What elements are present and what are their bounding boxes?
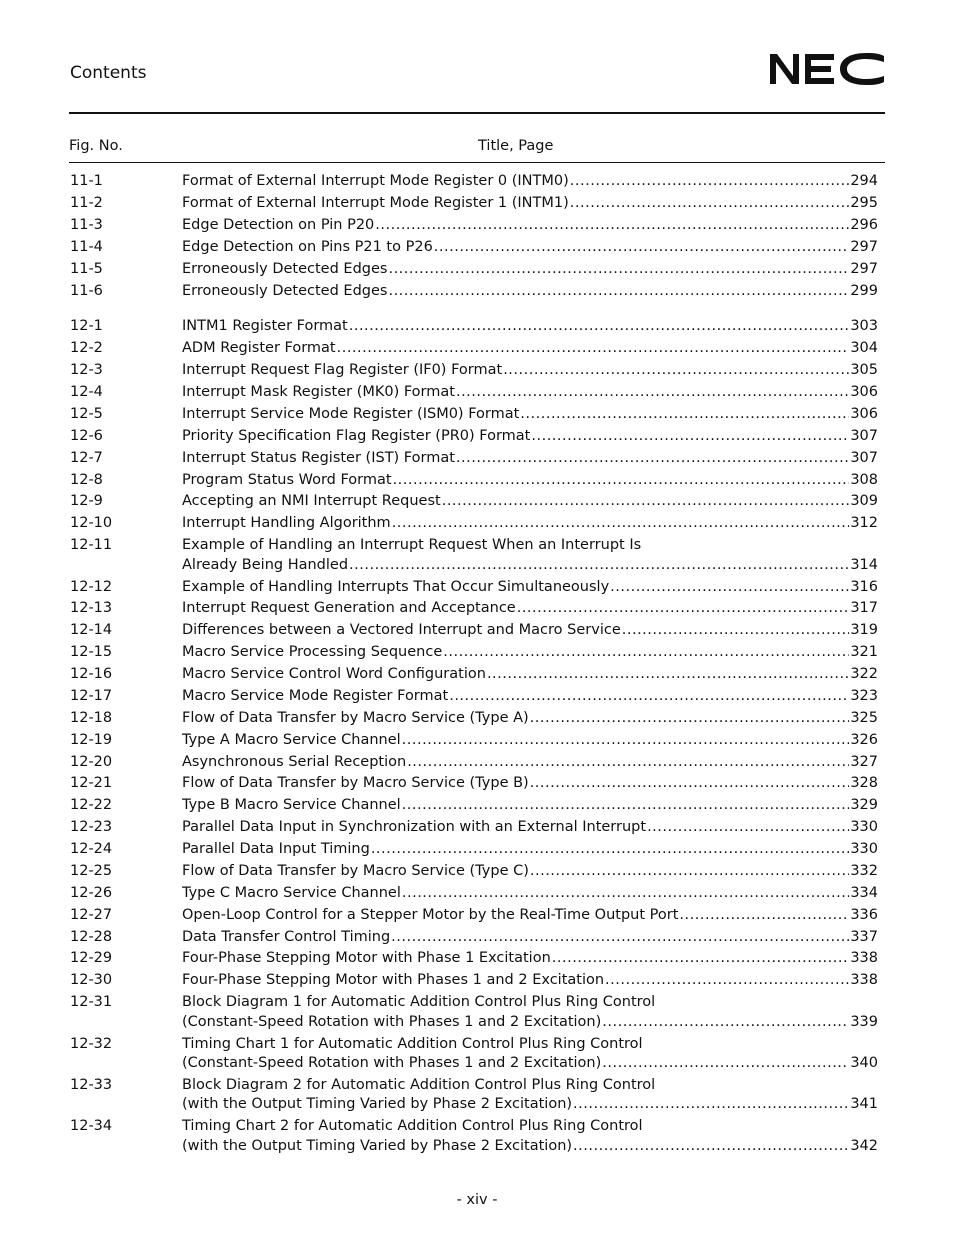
toc-entry[interactable] bbox=[70, 259, 878, 281]
dot-leader bbox=[679, 906, 849, 926]
figure-title-block bbox=[182, 578, 878, 598]
page-ref: 312 bbox=[850, 515, 878, 532]
dot-leader bbox=[449, 687, 849, 707]
figure-title-line bbox=[182, 405, 878, 425]
page-ref: 297 bbox=[850, 260, 878, 277]
figure-title-block bbox=[182, 709, 878, 729]
figure-title-line bbox=[182, 840, 878, 860]
figure-title: Open-Loop Control for a Stepper Motor by the Real-Time Output Port bbox=[182, 906, 679, 923]
dot-leader bbox=[407, 753, 849, 773]
toc-entry[interactable] bbox=[70, 708, 878, 730]
figure-title-block bbox=[182, 884, 878, 904]
figure-title-line bbox=[182, 514, 878, 534]
figure-number: 12-25 bbox=[70, 862, 113, 879]
figure-title-block bbox=[182, 172, 878, 192]
toc-entry[interactable] bbox=[70, 404, 878, 426]
figure-title-block bbox=[182, 906, 878, 926]
figure-title: Interrupt Status Register (IST) Format bbox=[182, 449, 455, 466]
toc-entry[interactable] bbox=[70, 215, 878, 237]
page-ref: 340 bbox=[850, 1055, 878, 1072]
page-ref: 322 bbox=[850, 666, 878, 683]
figure-title-block bbox=[182, 621, 878, 641]
header-rule bbox=[69, 112, 885, 114]
figure-title: Interrupt Handling Algorithm bbox=[182, 515, 391, 532]
figure-title: Interrupt Mask Register (MK0) Format bbox=[182, 384, 455, 401]
page-ref: 299 bbox=[850, 282, 878, 299]
page-ref: 306 bbox=[850, 405, 878, 422]
figure-title: (Constant-Speed Rotation with Phases 1 and 2 Excitation) bbox=[182, 1013, 602, 1030]
figure-title: Flow of Data Transfer by Macro Service (Type A) bbox=[182, 709, 529, 726]
figure-title-block bbox=[182, 1035, 878, 1074]
figure-title-line bbox=[182, 906, 878, 926]
toc-entry[interactable] bbox=[70, 751, 878, 773]
figure-title: Timing Chart 1 for Automatic Addition Control Plus Ring Control bbox=[182, 1035, 643, 1052]
figure-title-line bbox=[182, 449, 878, 469]
figure-title-line bbox=[182, 949, 878, 969]
figure-title-block bbox=[182, 840, 878, 860]
figure-title-line bbox=[182, 774, 878, 794]
toc-entry[interactable] bbox=[70, 1033, 878, 1074]
toc-entry[interactable] bbox=[70, 642, 878, 664]
figure-title-block bbox=[182, 471, 878, 491]
figure-title: Format of External Interrupt Mode Register 0 (INTM0) bbox=[182, 173, 569, 190]
figure-title: Four-Phase Stepping Motor with Phase 1 Excitation bbox=[182, 950, 551, 967]
figure-title-line bbox=[182, 665, 878, 685]
figure-number: 12-17 bbox=[70, 687, 113, 704]
figure-title: Differences between a Vectored Interrupt and Macro Service bbox=[182, 622, 621, 639]
toc-entry[interactable] bbox=[70, 664, 878, 686]
toc-entry[interactable] bbox=[70, 171, 878, 193]
figure-title: Erroneously Detected Edges bbox=[182, 282, 388, 299]
dot-leader bbox=[349, 317, 850, 337]
figure-title-line bbox=[182, 317, 878, 337]
figure-title-block bbox=[182, 383, 878, 403]
figure-number: 11-3 bbox=[70, 216, 103, 233]
figure-title: Example of Handling Interrupts That Occur Simultaneously bbox=[182, 578, 610, 595]
figure-title-block bbox=[182, 361, 878, 381]
figure-title-block bbox=[182, 818, 878, 838]
dot-leader bbox=[456, 383, 849, 403]
toc-entry[interactable] bbox=[70, 448, 878, 470]
column-header-fig-no: Fig. No. bbox=[69, 138, 123, 154]
dot-leader bbox=[602, 1054, 849, 1074]
toc-entry[interactable] bbox=[70, 338, 878, 360]
toc-entry[interactable] bbox=[70, 469, 878, 491]
figure-title-block bbox=[182, 774, 878, 794]
figure-number: 12-9 bbox=[70, 493, 103, 510]
figure-title-line bbox=[182, 928, 878, 948]
dot-leader bbox=[622, 621, 850, 641]
figure-title-line bbox=[182, 643, 878, 663]
dot-leader bbox=[434, 238, 850, 258]
figure-title: Timing Chart 2 for Automatic Addition Control Plus Ring Control bbox=[182, 1118, 643, 1135]
figure-number: 12-13 bbox=[70, 600, 113, 617]
figure-title-line bbox=[182, 599, 878, 619]
page-ref: 336 bbox=[850, 906, 878, 923]
figure-title-line bbox=[182, 731, 878, 751]
figure-title-block bbox=[182, 1117, 878, 1156]
page-ref: 319 bbox=[850, 622, 878, 639]
page-ref: 307 bbox=[850, 449, 878, 466]
figure-title: Macro Service Processing Sequence bbox=[182, 644, 443, 661]
figure-title-block bbox=[182, 971, 878, 991]
dot-leader bbox=[605, 971, 849, 991]
figure-number: 12-11 bbox=[70, 537, 113, 554]
page-ref: 342 bbox=[850, 1137, 878, 1154]
toc-entry[interactable] bbox=[70, 795, 878, 817]
figure-title-block bbox=[182, 599, 878, 619]
figure-title: (Constant-Speed Rotation with Phases 1 and 2 Excitation) bbox=[182, 1055, 602, 1072]
page-header-title: Contents bbox=[70, 63, 147, 83]
figure-number: 11-4 bbox=[70, 238, 103, 255]
page-ref: 326 bbox=[850, 731, 878, 748]
page-ref: 323 bbox=[850, 687, 878, 704]
dot-leader bbox=[530, 862, 849, 882]
figure-title-block bbox=[182, 949, 878, 969]
figure-number: 12-15 bbox=[70, 644, 113, 661]
figure-title-line bbox=[182, 621, 878, 641]
figure-number: 12-1 bbox=[70, 318, 103, 335]
figure-title: Type A Macro Service Channel bbox=[182, 731, 401, 748]
toc-entry[interactable] bbox=[70, 491, 878, 513]
figure-title-line bbox=[182, 427, 878, 447]
figure-title: Program Status Word Format bbox=[182, 471, 392, 488]
figure-number: 12-7 bbox=[70, 449, 103, 466]
dot-leader bbox=[570, 172, 850, 192]
figure-title-block bbox=[182, 282, 878, 302]
figure-title-line bbox=[182, 238, 878, 258]
figure-title-line bbox=[182, 884, 878, 904]
figure-number: 12-3 bbox=[70, 362, 103, 379]
toc-entry[interactable] bbox=[70, 193, 878, 215]
toc-entry[interactable] bbox=[70, 598, 878, 620]
toc-entry[interactable] bbox=[70, 316, 878, 338]
page-ref: 308 bbox=[850, 471, 878, 488]
figure-title: Already Being Handled bbox=[182, 556, 349, 573]
figure-number: 12-27 bbox=[70, 906, 113, 923]
toc-entry[interactable] bbox=[70, 861, 878, 883]
figure-number: 12-12 bbox=[70, 578, 113, 595]
figure-title-block bbox=[182, 753, 878, 773]
toc-entry[interactable] bbox=[70, 360, 878, 382]
dot-leader bbox=[602, 1013, 849, 1033]
toc-entry[interactable] bbox=[70, 773, 878, 795]
toc-entry[interactable] bbox=[70, 426, 878, 448]
page-ref: 329 bbox=[850, 797, 878, 814]
figure-number: 12-32 bbox=[70, 1035, 113, 1052]
figure-title: Data Transfer Control Timing bbox=[182, 928, 391, 945]
toc-entry[interactable] bbox=[70, 576, 878, 598]
figure-number: 11-2 bbox=[70, 195, 103, 212]
toc-entry[interactable] bbox=[70, 686, 878, 708]
figure-title: Interrupt Request Flag Register (IF0) Format bbox=[182, 362, 503, 379]
figure-title: Accepting an NMI Interrupt Request bbox=[182, 493, 441, 510]
page-ref: 327 bbox=[850, 753, 878, 770]
page-ref: 306 bbox=[850, 384, 878, 401]
figure-number: 12-18 bbox=[70, 709, 113, 726]
figure-title-block bbox=[182, 492, 878, 512]
figure-number: 12-8 bbox=[70, 471, 103, 488]
figure-title: Macro Service Control Word Configuration bbox=[182, 666, 486, 683]
toc-entry[interactable] bbox=[70, 883, 878, 905]
figure-title-line bbox=[182, 492, 878, 512]
toc-entry[interactable] bbox=[70, 513, 878, 535]
figure-title: Example of Handling an Interrupt Request When an Interrupt Is bbox=[182, 537, 642, 554]
dot-leader bbox=[371, 840, 849, 860]
figure-number: 12-20 bbox=[70, 753, 113, 770]
page-ref: 303 bbox=[850, 318, 878, 335]
page-ref: 332 bbox=[850, 862, 878, 879]
dot-leader bbox=[388, 260, 849, 280]
figure-title: INTM1 Register Format bbox=[182, 318, 348, 335]
dot-leader bbox=[443, 643, 849, 663]
figure-number: 12-16 bbox=[70, 666, 113, 683]
figure-title-block bbox=[182, 238, 878, 258]
dot-leader bbox=[402, 731, 850, 751]
dot-leader bbox=[375, 216, 849, 236]
figure-title-line bbox=[182, 818, 878, 838]
figure-title: Erroneously Detected Edges bbox=[182, 260, 388, 277]
dot-leader bbox=[392, 514, 850, 534]
dot-leader bbox=[573, 1137, 849, 1157]
dot-leader bbox=[393, 471, 850, 491]
figure-number: 12-28 bbox=[70, 928, 113, 945]
toc-entry[interactable] bbox=[70, 1075, 878, 1116]
figure-title: Flow of Data Transfer by Macro Service (Type C) bbox=[182, 862, 529, 879]
toc-entry[interactable] bbox=[70, 817, 878, 839]
dot-leader bbox=[349, 556, 849, 576]
page-ref: 341 bbox=[850, 1096, 878, 1113]
figure-title-line bbox=[182, 1054, 878, 1074]
dot-leader bbox=[530, 709, 850, 729]
figure-number: 12-6 bbox=[70, 427, 103, 444]
toc-entry[interactable] bbox=[70, 839, 878, 861]
dot-leader bbox=[520, 405, 849, 425]
figure-title-block bbox=[182, 427, 878, 447]
figure-title-block bbox=[182, 514, 878, 534]
toc-entry[interactable] bbox=[70, 1116, 878, 1157]
page-number: - xiv - bbox=[456, 1192, 498, 1208]
figure-title-line bbox=[182, 282, 878, 302]
dot-leader bbox=[456, 449, 849, 469]
figure-title-line bbox=[182, 172, 878, 192]
figure-number: 11-6 bbox=[70, 282, 103, 299]
dot-leader bbox=[610, 578, 849, 598]
figure-title-line bbox=[182, 361, 878, 381]
figure-title-line bbox=[182, 339, 878, 359]
figure-title-block bbox=[182, 665, 878, 685]
figure-title-line bbox=[182, 862, 878, 882]
page-ref: 305 bbox=[850, 362, 878, 379]
figure-title: Block Diagram 1 for Automatic Addition Control Plus Ring Control bbox=[182, 994, 656, 1011]
figure-title-line bbox=[182, 753, 878, 773]
figure-title-block bbox=[182, 260, 878, 280]
page-ref: 338 bbox=[850, 950, 878, 967]
page-ref: 330 bbox=[850, 841, 878, 858]
figure-title: Edge Detection on Pins P21 to P26 bbox=[182, 238, 433, 255]
page-ref: 304 bbox=[850, 340, 878, 357]
page-ref: 309 bbox=[850, 493, 878, 510]
figure-number: 12-4 bbox=[70, 384, 103, 401]
page-ref: 334 bbox=[850, 884, 878, 901]
figure-title-line bbox=[182, 709, 878, 729]
figure-title: Edge Detection on Pin P20 bbox=[182, 216, 375, 233]
nec-logo bbox=[768, 51, 886, 87]
dot-leader bbox=[337, 339, 850, 359]
figure-title-block bbox=[182, 643, 878, 663]
figure-title: Interrupt Request Generation and Acceptance bbox=[182, 600, 516, 617]
page-ref: 337 bbox=[850, 928, 878, 945]
figure-title-block bbox=[182, 993, 878, 1032]
page-ref: 297 bbox=[850, 238, 878, 255]
figure-number: 12-14 bbox=[70, 622, 113, 639]
page-ref: 330 bbox=[850, 819, 878, 836]
figure-title: Four-Phase Stepping Motor with Phases 1 and 2 Excitation bbox=[182, 972, 605, 989]
figure-title-block bbox=[182, 687, 878, 707]
toc-entry[interactable] bbox=[70, 970, 878, 992]
page-ref: 296 bbox=[850, 216, 878, 233]
figure-title-line bbox=[182, 194, 878, 214]
dot-leader bbox=[531, 427, 849, 447]
toc-entry[interactable] bbox=[70, 237, 878, 259]
figure-title: Parallel Data Input Timing bbox=[182, 841, 370, 858]
figure-title-block bbox=[182, 731, 878, 751]
toc-entry[interactable] bbox=[70, 992, 878, 1033]
dot-leader bbox=[442, 492, 850, 512]
figure-number: 12-34 bbox=[70, 1118, 113, 1135]
column-header-rule bbox=[69, 162, 885, 163]
figure-title-line bbox=[182, 260, 878, 280]
page-ref: 325 bbox=[850, 709, 878, 726]
figure-title-line bbox=[182, 1137, 878, 1157]
figure-title: Type B Macro Service Channel bbox=[182, 797, 401, 814]
figure-title: Asynchronous Serial Reception bbox=[182, 753, 407, 770]
page-ref: 328 bbox=[850, 775, 878, 792]
figure-title-block bbox=[182, 536, 878, 575]
dot-leader bbox=[402, 884, 849, 904]
figure-title: Flow of Data Transfer by Macro Service (Type B) bbox=[182, 775, 529, 792]
figure-title: Interrupt Service Mode Register (ISM0) Format bbox=[182, 405, 520, 422]
page-ref: 316 bbox=[850, 578, 878, 595]
toc-entry[interactable] bbox=[70, 280, 878, 302]
figure-number: 12-2 bbox=[70, 340, 103, 357]
page-ref: 295 bbox=[850, 195, 878, 212]
toc-entry[interactable] bbox=[70, 948, 878, 970]
figure-title-block bbox=[182, 194, 878, 214]
dot-leader bbox=[570, 194, 850, 214]
figure-title-block bbox=[182, 862, 878, 882]
figure-number: 12-22 bbox=[70, 797, 113, 814]
figure-title-block bbox=[182, 796, 878, 816]
figure-title: Parallel Data Input in Synchronization with an External Interrupt bbox=[182, 819, 647, 836]
figure-title-line bbox=[182, 971, 878, 991]
figure-title: (with the Output Timing Varied by Phase 2 Excitation) bbox=[182, 1137, 573, 1154]
page-ref: 338 bbox=[850, 972, 878, 989]
figure-title-block bbox=[182, 216, 878, 236]
dot-leader bbox=[573, 1095, 849, 1115]
figure-number: 12-31 bbox=[70, 994, 113, 1011]
figure-number: 12-10 bbox=[70, 515, 113, 532]
figure-number: 11-5 bbox=[70, 260, 103, 277]
figure-title: Format of External Interrupt Mode Register 1 (INTM1) bbox=[182, 195, 569, 212]
dot-leader bbox=[391, 928, 849, 948]
figure-number: 11-1 bbox=[70, 173, 103, 190]
figure-title-line bbox=[182, 216, 878, 236]
figure-list bbox=[70, 171, 878, 1158]
figure-number: 12-19 bbox=[70, 731, 113, 748]
figure-title-block bbox=[182, 928, 878, 948]
column-header-title-page: Title, Page bbox=[478, 138, 554, 154]
page-ref: 317 bbox=[850, 600, 878, 617]
page-ref: 294 bbox=[850, 173, 878, 190]
figure-number: 12-23 bbox=[70, 819, 113, 836]
dot-leader bbox=[647, 818, 849, 838]
toc-entry[interactable] bbox=[70, 620, 878, 642]
figure-title-line bbox=[182, 471, 878, 491]
figure-title: ADM Register Format bbox=[182, 340, 336, 357]
figure-title-line bbox=[182, 687, 878, 707]
dot-leader bbox=[402, 796, 850, 816]
figure-title-block bbox=[182, 1076, 878, 1115]
dot-leader bbox=[517, 599, 850, 619]
figure-title: Priority Specification Flag Register (PR0) Format bbox=[182, 427, 531, 444]
toc-entry[interactable] bbox=[70, 535, 878, 576]
figure-title: Type C Macro Service Channel bbox=[182, 884, 401, 901]
figure-title-line bbox=[182, 578, 878, 598]
figure-number: 12-33 bbox=[70, 1076, 113, 1093]
figure-title-line bbox=[182, 1013, 878, 1033]
figure-number: 12-5 bbox=[70, 405, 103, 422]
page-ref: 307 bbox=[850, 427, 878, 444]
page-ref: 314 bbox=[850, 556, 878, 573]
dot-leader bbox=[552, 949, 850, 969]
figure-title-line bbox=[182, 796, 878, 816]
figure-title-line bbox=[182, 383, 878, 403]
dot-leader bbox=[503, 361, 849, 381]
toc-entry[interactable] bbox=[70, 382, 878, 404]
figure-title-block bbox=[182, 449, 878, 469]
figure-title: (with the Output Timing Varied by Phase 2 Excitation) bbox=[182, 1096, 573, 1113]
page-ref: 339 bbox=[850, 1013, 878, 1030]
figure-title-block bbox=[182, 317, 878, 337]
figure-title-block bbox=[182, 405, 878, 425]
figure-number: 12-24 bbox=[70, 841, 113, 858]
figure-title-line bbox=[182, 556, 878, 576]
page-ref: 321 bbox=[850, 644, 878, 661]
figure-number: 12-21 bbox=[70, 775, 113, 792]
figure-number: 12-26 bbox=[70, 884, 113, 901]
toc-entry[interactable] bbox=[70, 926, 878, 948]
toc-entry[interactable] bbox=[70, 905, 878, 927]
toc-entry[interactable] bbox=[70, 730, 878, 752]
figure-title: Block Diagram 2 for Automatic Addition Control Plus Ring Control bbox=[182, 1076, 656, 1093]
dot-leader bbox=[388, 282, 849, 302]
figure-title-block bbox=[182, 339, 878, 359]
dot-leader bbox=[487, 665, 849, 685]
dot-leader bbox=[530, 774, 850, 794]
figure-title-line bbox=[182, 1095, 878, 1115]
figure-number: 12-30 bbox=[70, 972, 113, 989]
figure-title: Macro Service Mode Register Format bbox=[182, 687, 449, 704]
figure-number: 12-29 bbox=[70, 950, 113, 967]
